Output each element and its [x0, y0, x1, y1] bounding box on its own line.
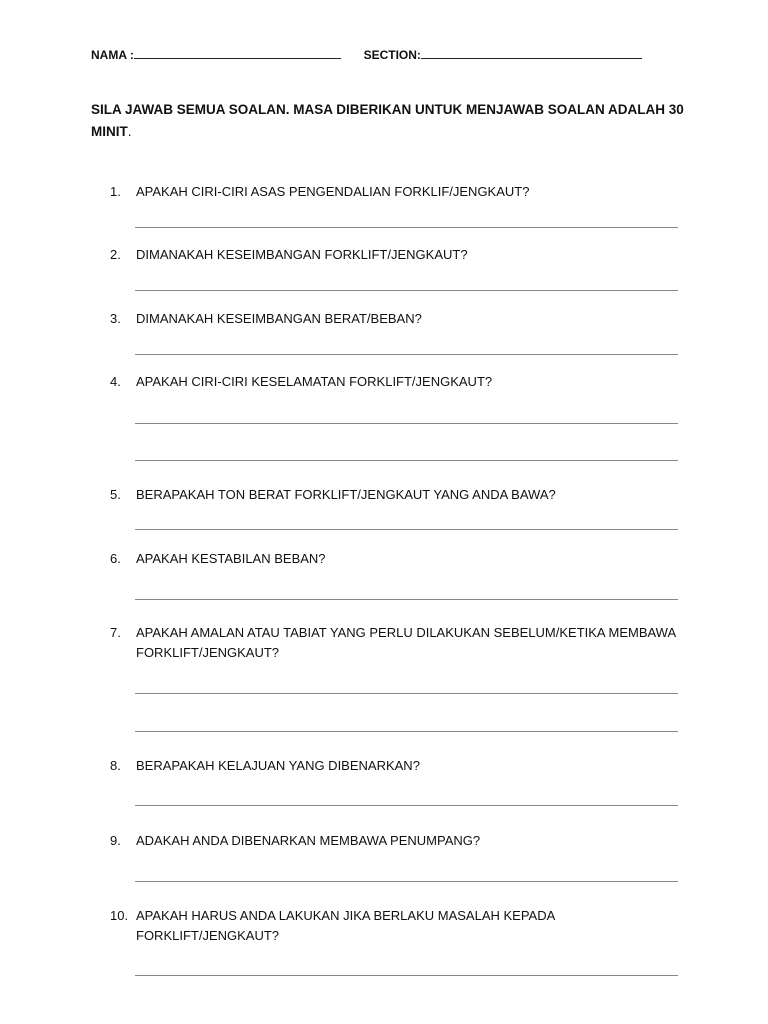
- question-text: APAKAH KESTABILAN BEBAN?: [136, 551, 326, 566]
- question-text: APAKAH CIRI-CIRI ASAS PENGENDALIAN FORKLIF/JENGKAUT?: [136, 184, 530, 199]
- answer-line-2a[interactable]: [135, 290, 678, 291]
- question-number: 2.: [110, 247, 121, 262]
- answer-line-5a[interactable]: [135, 529, 678, 530]
- name-blank[interactable]: [134, 47, 341, 59]
- answer-line-1a[interactable]: [135, 227, 678, 228]
- question-number: 1.: [110, 184, 121, 199]
- instructions: [91, 99, 691, 143]
- name-label: NAMA :: [91, 48, 134, 62]
- question-number: 6.: [110, 551, 121, 566]
- question-text: DIMANAKAH KESEIMBANGAN BERAT/BEBAN?: [136, 311, 422, 326]
- question-text: APAKAH HARUS ANDA LAKUKAN JIKA BERLAKU MASALAH KEPADA FORKLIFT/JENGKAUT?: [136, 908, 555, 943]
- question-number: 10.: [110, 908, 129, 923]
- answer-line-10a[interactable]: [135, 975, 678, 976]
- question-text: APAKAH CIRI-CIRI KESELAMATAN FORKLIFT/JENGKAUT?: [136, 374, 493, 389]
- header-fields: [91, 47, 642, 62]
- question-text: DIMANAKAH KESEIMBANGAN FORKLIFT/JENGKAUT?: [136, 247, 468, 262]
- question-text: ADAKAH ANDA DIBENARKAN MEMBAWA PENUMPANG?: [136, 833, 481, 848]
- answer-line-8a[interactable]: [135, 805, 678, 806]
- question-number: 4.: [110, 374, 121, 389]
- answer-line-4a[interactable]: [135, 423, 678, 424]
- section-field[interactable]: [364, 47, 642, 62]
- question-text: BERAPAKAH TON BERAT FORKLIFT/JENGKAUT YANG ANDA BAWA?: [136, 487, 556, 502]
- question-number: 8.: [110, 758, 121, 773]
- answer-line-3a[interactable]: [135, 354, 678, 355]
- question-number: 5.: [110, 487, 121, 502]
- answer-line-4b[interactable]: [135, 460, 678, 461]
- question-number: 7.: [110, 625, 121, 640]
- answer-line-6a[interactable]: [135, 599, 678, 600]
- name-field[interactable]: [91, 47, 341, 62]
- answer-line-7b[interactable]: [135, 731, 678, 732]
- instructions-text: SILA JAWAB SEMUA SOALAN. MASA DIBERIKAN UNTUK MENJAWAB SOALAN ADALAH 30 MINIT: [91, 102, 684, 139]
- answer-line-7a[interactable]: [135, 693, 678, 694]
- section-label: SECTION:: [363, 48, 421, 62]
- instructions-period: .: [127, 124, 132, 139]
- section-blank[interactable]: [421, 47, 642, 59]
- question-text: BERAPAKAH KELAJUAN YANG DIBENARKAN?: [136, 758, 420, 773]
- answer-line-9a[interactable]: [135, 881, 678, 882]
- question-text: APAKAH AMALAN ATAU TABIAT YANG PERLU DILAKUKAN SEBELUM/KETIKA MEMBAWA FORKLIFT/JENGKAUT?: [136, 625, 676, 660]
- question-number: 3.: [110, 311, 121, 326]
- question-number: 9.: [110, 833, 121, 848]
